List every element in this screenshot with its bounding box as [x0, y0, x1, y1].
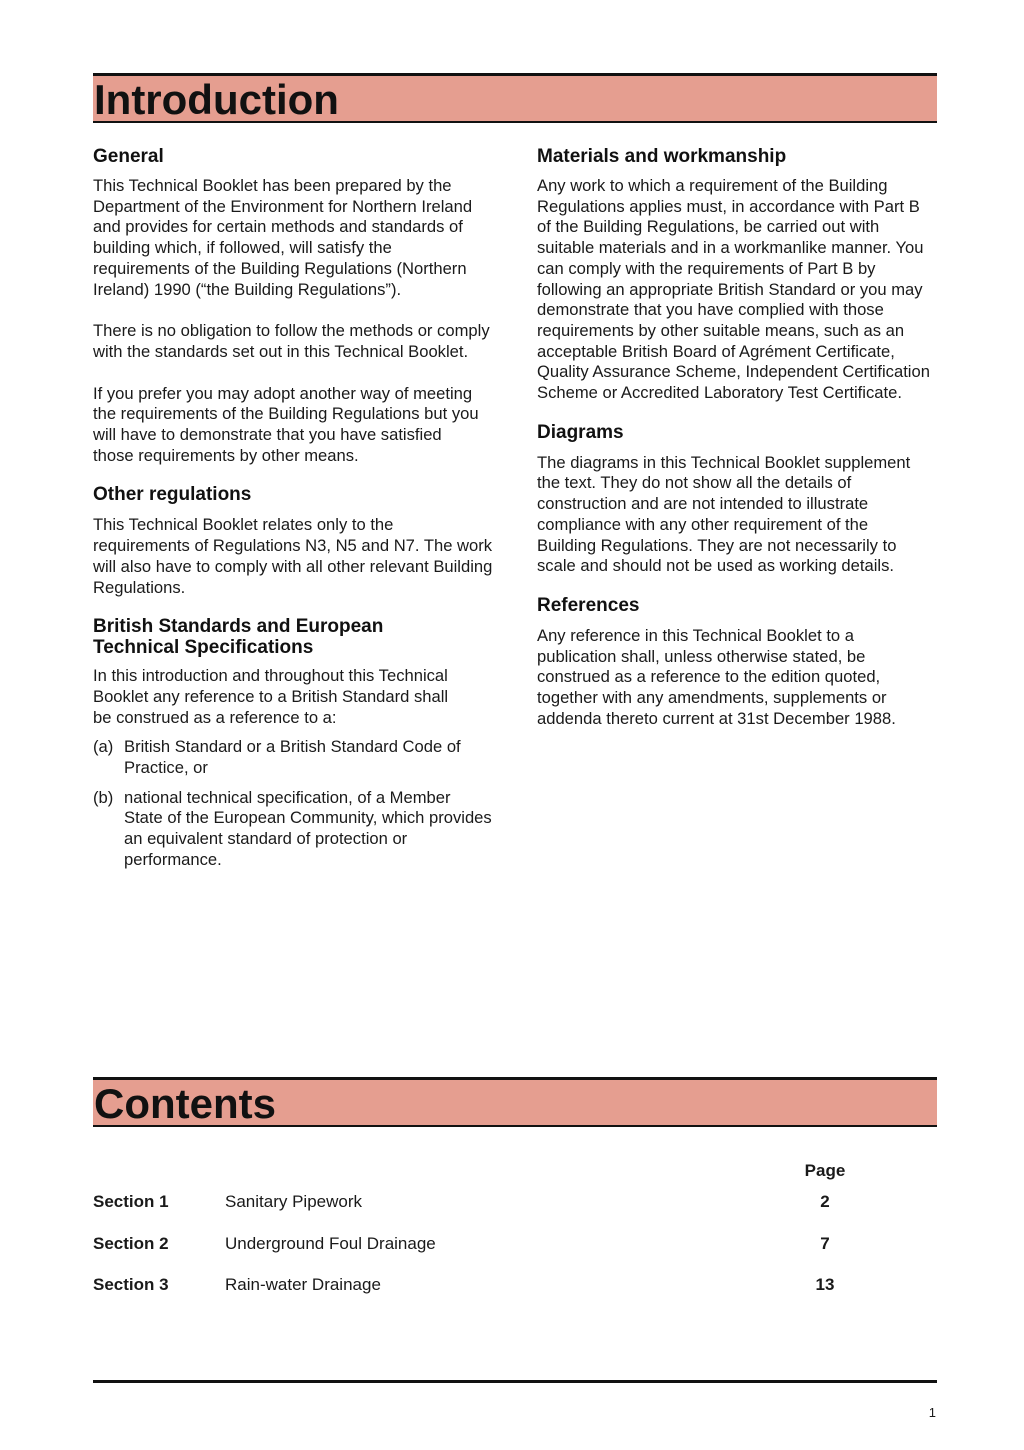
- contents-banner: [93, 1077, 937, 1127]
- other-regulations-paragraph: This Technical Booklet relates only to the requirements of Regulations N3, N5 and N7. The work will also have to comply with all other relevant Building Regulations.: [93, 515, 493, 597]
- contents-row[interactable]: [93, 1234, 853, 1256]
- section-page: 13: [815, 1275, 835, 1294]
- section-title: Underground Foul Drainage: [225, 1234, 436, 1253]
- section-title: Rain-water Drainage: [225, 1275, 381, 1294]
- british-standards-heading-line2: Technical Specifications: [93, 637, 314, 659]
- general-heading: General: [93, 146, 164, 167]
- references-heading: References: [537, 594, 640, 616]
- footer-rule: [93, 1380, 937, 1383]
- contents-row[interactable]: [93, 1192, 853, 1214]
- right-column: [537, 146, 937, 729]
- page-number: 1: [928, 1405, 936, 1420]
- general-paragraph-2: There is no obligation to follow the methods or comply with the standards set out in this Technical Booklet.: [93, 321, 490, 361]
- list-text: British Standard or a British Standard Code of Practice, or: [124, 737, 461, 778]
- british-standards-heading: [93, 616, 493, 658]
- general-paragraph-1: This Technical Booklet has been prepared by the Department of the Environment for Northern Ireland and provides for certain methods and standards of building which, if followed, will satisfy the requirements of the Building Regulations (Northern Ireland) 1990 (“the Building Regulations”).: [93, 176, 473, 299]
- british-standards-heading-line1: British Standards and European: [93, 616, 384, 638]
- list-marker: (b): [93, 787, 114, 807]
- section-title: Sanitary Pipework: [225, 1192, 363, 1211]
- list-item: [93, 737, 493, 778]
- page-column-header: Page: [804, 1161, 846, 1180]
- list-item: [93, 788, 493, 871]
- list-marker: (a): [93, 737, 114, 757]
- materials-heading: Materials and workmanship: [537, 146, 787, 167]
- diagrams-heading: Diagrams: [537, 421, 624, 443]
- left-column: [93, 146, 493, 871]
- diagrams-paragraph: The diagrams in this Technical Booklet supplement the text. They do not show all the details of construction and are not intended to illustrate compliance with any other requirement of the Building Regulations. They are not necessarily to scale and should not be used as working details.: [537, 452, 911, 576]
- section-page: 7: [820, 1234, 830, 1253]
- british-standards-paragraph: In this introduction and throughout this Technical Booklet any reference to a British Standard shall be construed as a reference to a:: [93, 666, 449, 727]
- introduction-banner: [93, 73, 937, 123]
- other-regulations-heading: Other regulations: [93, 484, 252, 506]
- section-number: Section 3: [93, 1275, 169, 1294]
- general-paragraph-3: If you prefer you may adopt another way of meeting the requirements of the Building Regulations but you will have to demonstrate that you have satisfied those requirements by other means.: [93, 383, 479, 465]
- contents-row[interactable]: [93, 1275, 853, 1297]
- list-text: national technical specification, of a Member State of the European Community, which provides an equivalent standard of protection or performance.: [124, 787, 492, 869]
- section-number: Section 2: [93, 1234, 169, 1253]
- references-paragraph: Any reference in this Technical Booklet to a publication shall, unless otherwise stated, be construed as a reference to the edition quoted, together with any amendments, supplements or addenda thereto current at 31st December 1988.: [537, 625, 896, 728]
- section-page: 2: [820, 1192, 830, 1211]
- contents-title: Contents: [94, 1080, 276, 1127]
- section-number: Section 1: [93, 1192, 169, 1211]
- introduction-title: Introduction: [94, 76, 339, 123]
- materials-paragraph: Any work to which a requirement of the Building Regulations applies must, in accordance with Part B of the Building Regulations, be carried out with suitable materials and in a workmanlike manner. You can comply with the requirements of Part B by following an appropriate British Standard or you may demonstrate that you have complied with those requirements by other suitable means, such as an acceptable British Board of Agrément Certificate, Quality Assurance Scheme, Independent Certification Scheme or Accredited Laboratory Test Certificate.: [537, 176, 930, 403]
